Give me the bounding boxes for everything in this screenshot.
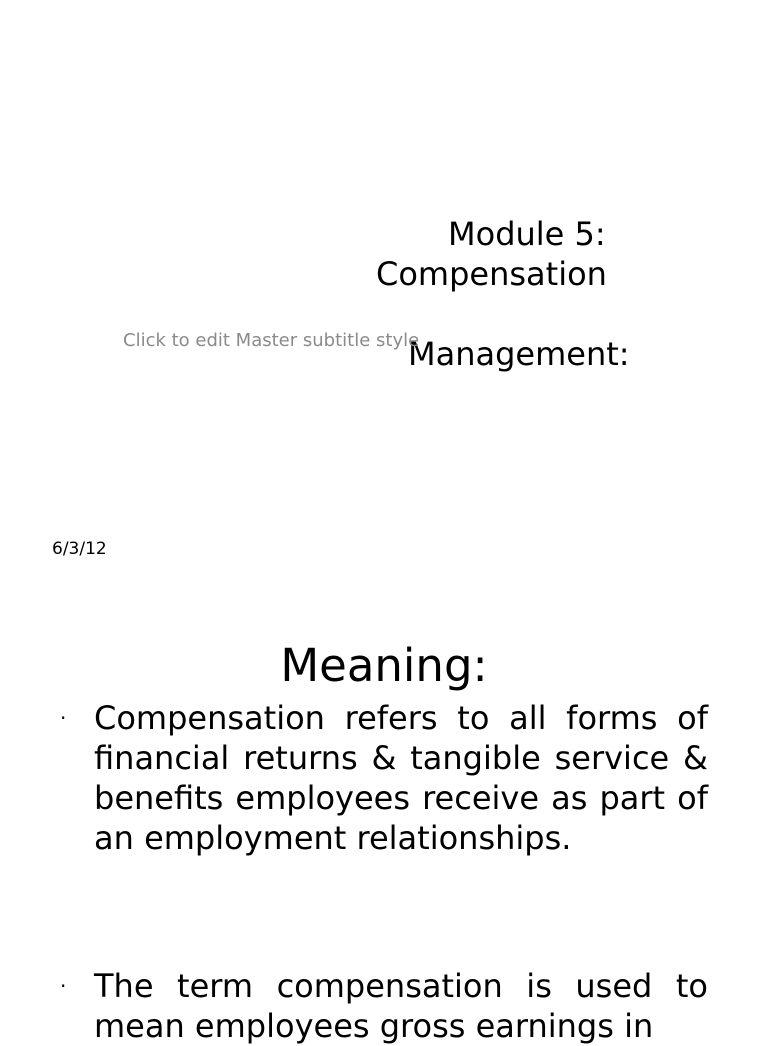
title-spacer xyxy=(360,294,640,334)
bullet-text: Compensation refers to all forms of financial returns & tangible service & benefits employees receive as part of an employment relationships. xyxy=(94,699,708,857)
slide-date: 6/3/12 xyxy=(52,539,107,559)
title-line-1: Module 5: xyxy=(448,215,606,253)
title-line-2: Compensation xyxy=(376,255,607,293)
bullet-icon: · xyxy=(60,974,67,998)
subtitle-placeholder[interactable]: Click to edit Master subtitle style xyxy=(123,330,420,351)
title-line-3: Management: xyxy=(408,335,630,373)
bullet-icon: · xyxy=(60,706,67,730)
bullet-text: The term compensation is used to mean employees gross earnings in xyxy=(94,967,708,1045)
section-heading: Meaning: xyxy=(280,639,488,692)
